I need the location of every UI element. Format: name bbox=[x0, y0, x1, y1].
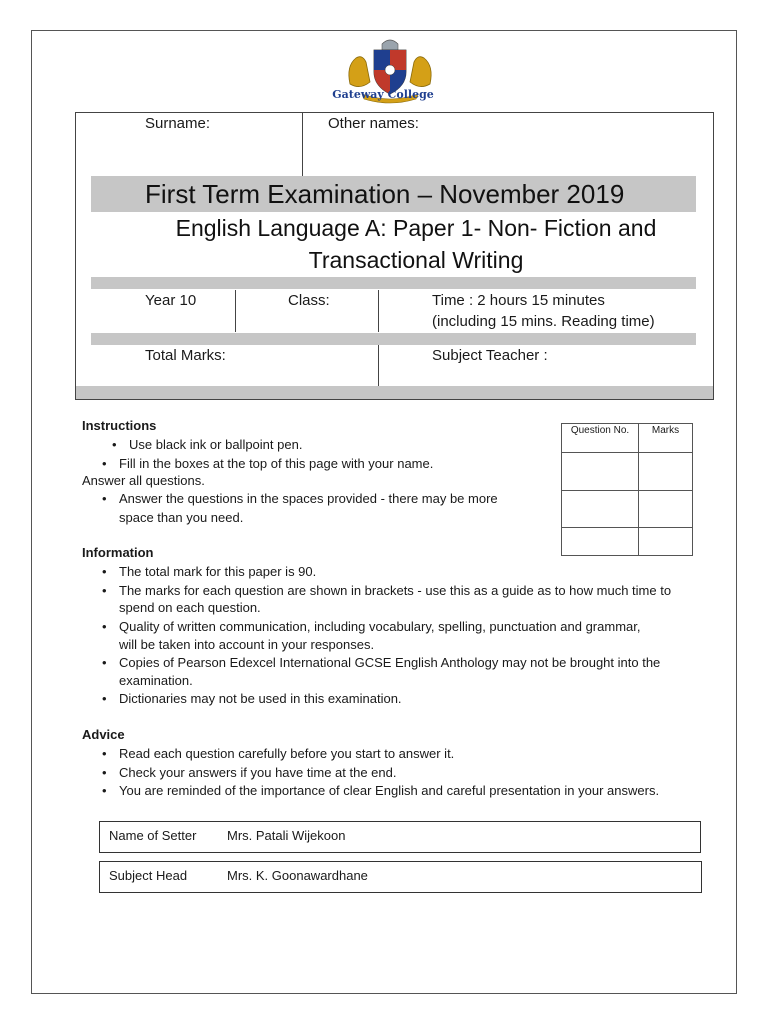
instruction-item: • Fill in the boxes at the top of this page with your name. bbox=[119, 455, 433, 473]
information-heading: Information bbox=[82, 545, 154, 560]
information-item-continued: examination. bbox=[119, 673, 193, 688]
setter-name: Mrs. Patali Wijekoon bbox=[227, 828, 346, 843]
question-cell bbox=[562, 453, 639, 491]
subject-head-label: Subject Head bbox=[109, 868, 188, 883]
college-name: Gateway College bbox=[332, 88, 434, 101]
paper-title-line1: English Language A: Paper 1- Non- Fiction and bbox=[175, 215, 657, 241]
exam-title: First Term Examination – November 2019 bbox=[145, 179, 625, 209]
instruction-item: Answer all questions. bbox=[82, 473, 205, 488]
instruction-item-continued: space than you need. bbox=[119, 510, 244, 525]
subject-head-name: Mrs. K. Goonawardhane bbox=[227, 868, 368, 883]
information-item: • Dictionaries may not be used in this examination. bbox=[119, 690, 402, 708]
marks-header: Marks bbox=[639, 424, 693, 453]
advice-item: • Check your answers if you have time at the end. bbox=[119, 764, 396, 782]
subject-head-box bbox=[99, 861, 702, 893]
paper-title-line2: Transactional Writing bbox=[308, 247, 524, 273]
setter-label: Name of Setter bbox=[109, 828, 197, 843]
information-item: • The total mark for this paper is 90. bbox=[119, 563, 316, 581]
question-cell bbox=[562, 491, 639, 528]
header-top-line bbox=[91, 112, 697, 113]
advice-heading: Advice bbox=[82, 727, 125, 742]
subject-teacher-label: Subject Teacher : bbox=[432, 347, 548, 364]
marks-cell bbox=[639, 528, 693, 556]
instructions-heading: Instructions bbox=[82, 418, 157, 433]
advice-item: • Read each question carefully before you start to answer it. bbox=[119, 745, 454, 763]
information-item-continued: will be taken into account in your responses. bbox=[119, 637, 375, 652]
surname-label: Surname: bbox=[145, 115, 211, 132]
information-item-continued: spend on each question. bbox=[119, 600, 261, 615]
name-row-divider bbox=[302, 112, 303, 176]
header-top-right-tick bbox=[697, 112, 714, 113]
time-line1: Time : 2 hours 15 minutes bbox=[432, 292, 605, 309]
separator-band-2 bbox=[91, 333, 696, 345]
question-cell bbox=[562, 528, 639, 556]
other-names-label: Other names: bbox=[328, 115, 419, 132]
total-marks-label: Total Marks: bbox=[145, 347, 226, 364]
class-label: Class: bbox=[288, 292, 330, 309]
year-label: Year 10 bbox=[145, 292, 197, 309]
year-row-divider-1 bbox=[235, 290, 236, 332]
information-item: • Quality of written communication, including vocabulary, spelling, punctuation and grammar, bbox=[119, 618, 640, 636]
information-item: • Copies of Pearson Edexcel International GCSE English Anthology may not be brought into the bbox=[119, 654, 660, 672]
bottom-band bbox=[76, 386, 713, 399]
question-no-header: Question No. bbox=[562, 424, 639, 453]
advice-item: • You are reminded of the importance of clear English and careful presentation in your answers. bbox=[119, 782, 659, 800]
instruction-item: • Answer the questions in the spaces provided - there may be more bbox=[119, 490, 498, 508]
question-marks-table bbox=[561, 423, 693, 556]
information-item: • The marks for each question are shown in brackets - use this as a guide as to how much time to bbox=[119, 582, 671, 600]
separator-band-1 bbox=[91, 277, 696, 289]
year-row-divider-2 bbox=[378, 290, 379, 332]
marks-cell bbox=[639, 453, 693, 491]
time-line2: (including 15 mins. Reading time) bbox=[432, 313, 655, 330]
header-top-left-tick bbox=[75, 112, 91, 113]
marks-row-divider bbox=[378, 345, 379, 386]
instruction-item: • Use black ink or ballpoint pen. bbox=[129, 436, 302, 454]
setter-box bbox=[99, 821, 701, 853]
marks-cell bbox=[639, 491, 693, 528]
